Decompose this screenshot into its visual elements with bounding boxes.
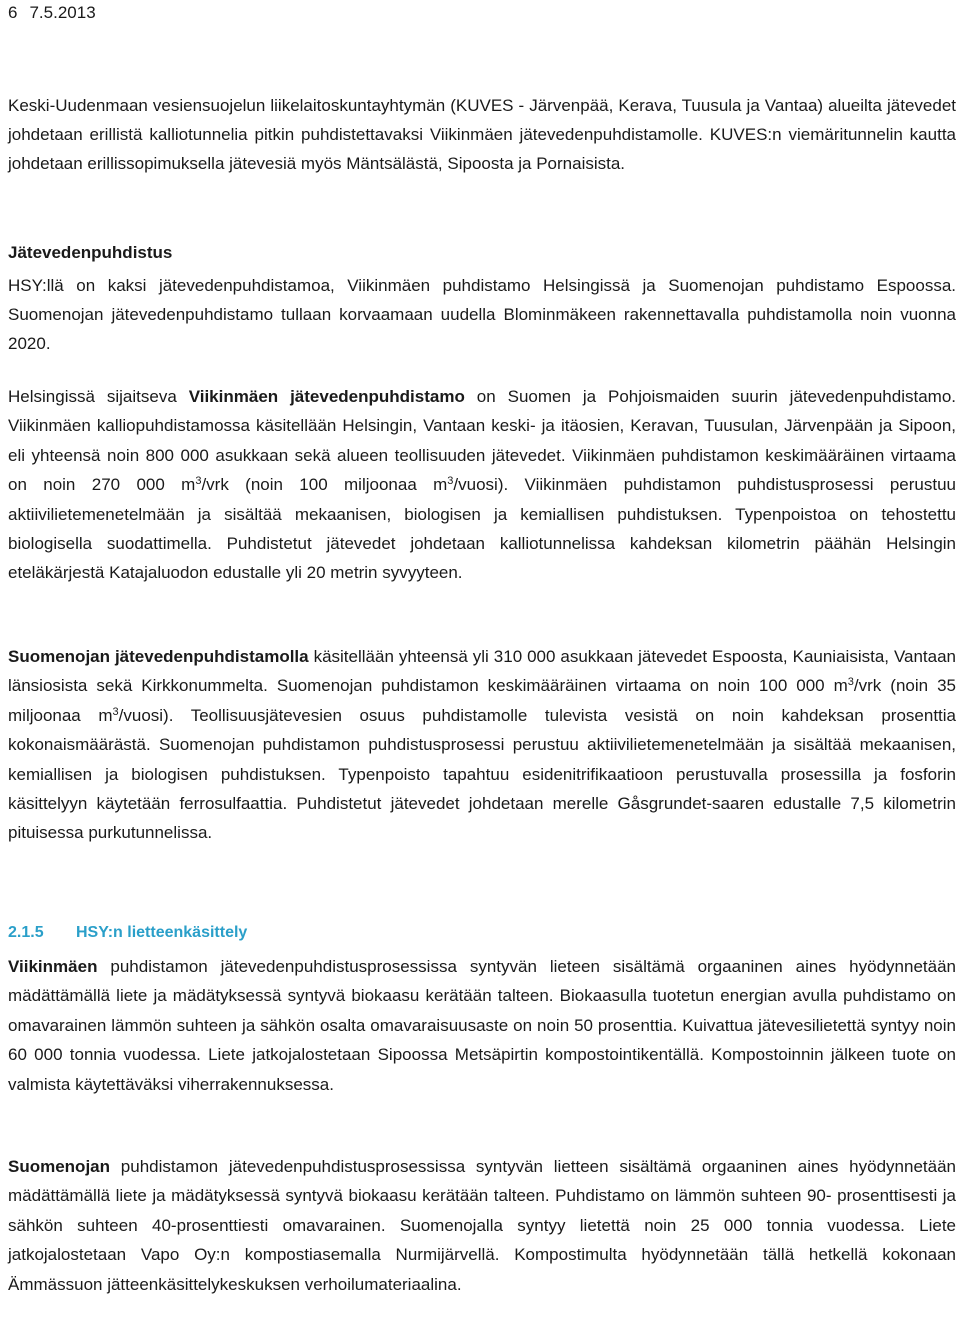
paragraph-text: Keski-Uudenmaan vesiensuojelun liikelaitoskuntayhtymän (KUVES - Järvenpää, Kerava, Tuusula ja Vantaa) alueilta jätevedet johdetaan erillistä kalliotunnelia pitkin puhdistettavaksi Viikinmäen jätevedenpuhdistamolle. KUVES:n viemäritunnelin kautta johdetaan erillissopimuksella jätevesiä myös Mäntsälästä, Sipoosta ja Pornaisista. [8,96,956,173]
paragraph-text: HSY:llä on kaksi jätevedenpuhdistamoa, Viikinmäen puhdistamo Helsingissä ja Suomenojan puhdistamo Espoossa. Suomenojan jätevedenpuhdistamo tullaan korvaamaan uudella Blominmäkeen rakennettavalla puhdistamolla noin vuonna 2020. [8,276,956,353]
text-run: puhdistamon jätevedenpuhdistusprosessissa syntyvän lietteen sisältämä orgaaninen aines hyödynnetään mädättämällä liete ja mädätyksessä syntyvä biokaasu kerätään talteen. Puhdistamo on lämmön suhteen 90- prosenttisesti ja sähkön suhteen 40-prosenttiesti omavarainen. Suomenojalla syntyy lietettä noin 25 000 tonnia vuodessa. Liete jatkojalostetaan Vapo Oy:n kompostiasemalla Nurmijärvellä. Kompostimulta hyödynnetään tällä hetkellä kokonaan Ämmässuon jätteenkäsittelykeskuksen verhoilumateriaalina. [8,1157,956,1294]
section-heading-lietteenkasittely [8,924,247,942]
bold-term-suomenoja: Suomenojan [8,1157,111,1176]
paragraph-suomenoja [8,642,956,848]
bold-term-suomenoja: Suomenojan jätevedenpuhdistamolla [8,647,309,666]
paragraph-viikinmaki [8,382,956,588]
text-run: Helsingissä sijaitseva [8,387,189,406]
text-run: käsitellään yhteensä yli 310 000 asukkaan jätevedet Espoosta, Kauniaisista, Vantaan länsiosista sekä Kirkkonummelta. Suomenojan puhdistamon keskimääräinen virtaama on noin 100 000 m [8,647,957,696]
superscript: 3 [447,475,454,488]
text-run: /vrk (noin 100 miljoonaa m [201,475,448,495]
page-number: 6 [8,3,18,22]
document-date: 7.5.2013 [29,3,96,22]
superscript: 3 [112,705,119,718]
text-run: on Suomen ja Pohjoismaiden suurin jätevedenpuhdistamo. Viikinmäen kalliopuhdistamossa käsitellään Helsingin, Vantaan keski- ja itäosien, Keravan, Tuusulan, Järvenpään ja Sipoon, eli yhteensä noin 800 000 asukkaan sekä alueen teollisuuden jätevedet. Viikinmäen puhdistamon keskimääräinen virtaama on noin 270 000 m [8,387,957,495]
paragraph-kuves [8,91,956,178]
text-run: /vuosi). Teollisuusjätevesien osuus puhdistamolle tulevista vesistä on noin kahdeksan prosenttia kokonaismäärästä. Suomenojan puhdistamon puhdistusprosessi perustuu aktiivilietemenetelmään ja sisältää mekaanisen, kemiallisen ja biologisen puhdistuksen. Typenpoisto tapahtuu esidenitrifikaatioon perustuvalla prosessilla ja fosforin käsittelyyn käytetään ferrosulfaattia. Puhdistetut jätevedet johdetaan merelle Gåsgrundet-saaren edustalle 7,5 kilometrin pituisessa purkutunnelissa. [8,705,956,843]
text-run: puhdistamon jätevedenpuhdistusprosessissa syntyvän lieteen sisältämä orgaaninen aines hyödynnetään mädättämällä liete ja mädätyksessä syntyvä biokaasu kerätään talteen. Biokaasulla tuotetun energian avulla puhdistamo on omavarainen lämmön suhteen ja sähkön osalta omavaraisuusaste on noin 50 prosenttia. Kuivattua jätevesilietettä syntyy noin 60 000 tonnia vuodessa. Liete jatkojalostetaan Sipoossa Metsäpirtin kompostointikentällä. Kompostoinnin jälkeen tuote on valmista käytettäväksi viherrakennuksessa. [8,957,956,1094]
text-run: /vuosi). Viikinmäen puhdistamon puhdistusprosessi perustuu aktiivilietemenetelmään ja sisältää mekaanisen, biologisen ja kemiallisen puhdistuksen. Typenpoistoa on tehostettu biologisella suodattimella. Puhdistetut jätevedet johdetaan kalliotunnelissa kahdeksan kilometrin päähän Helsingin eteläkärjestä Katajaluodon edustalle yli 20 metrin syvyyteen. [8,475,956,583]
section-number: 2.1.5 [8,924,44,941]
paragraph-viikinmaki-sludge [8,952,956,1099]
bold-term-viikinmaki: Viikinmäen [8,957,98,976]
paragraph-hsy-plants [8,271,956,358]
superscript: 3 [195,475,202,488]
bold-term-viikinmaki: Viikinmäen jätevedenpuhdistamo [188,387,465,406]
heading-jatevedenpuhdistus: Jätevedenpuhdistus [8,243,173,262]
paragraph-suomenoja-sludge [8,1152,956,1299]
section-title: HSY:n lietteenkäsittely [76,924,248,941]
superscript: 3 [847,676,854,689]
text-run: /vrk (noin 35 miljoonaa m [8,676,956,725]
page-header [8,2,96,24]
